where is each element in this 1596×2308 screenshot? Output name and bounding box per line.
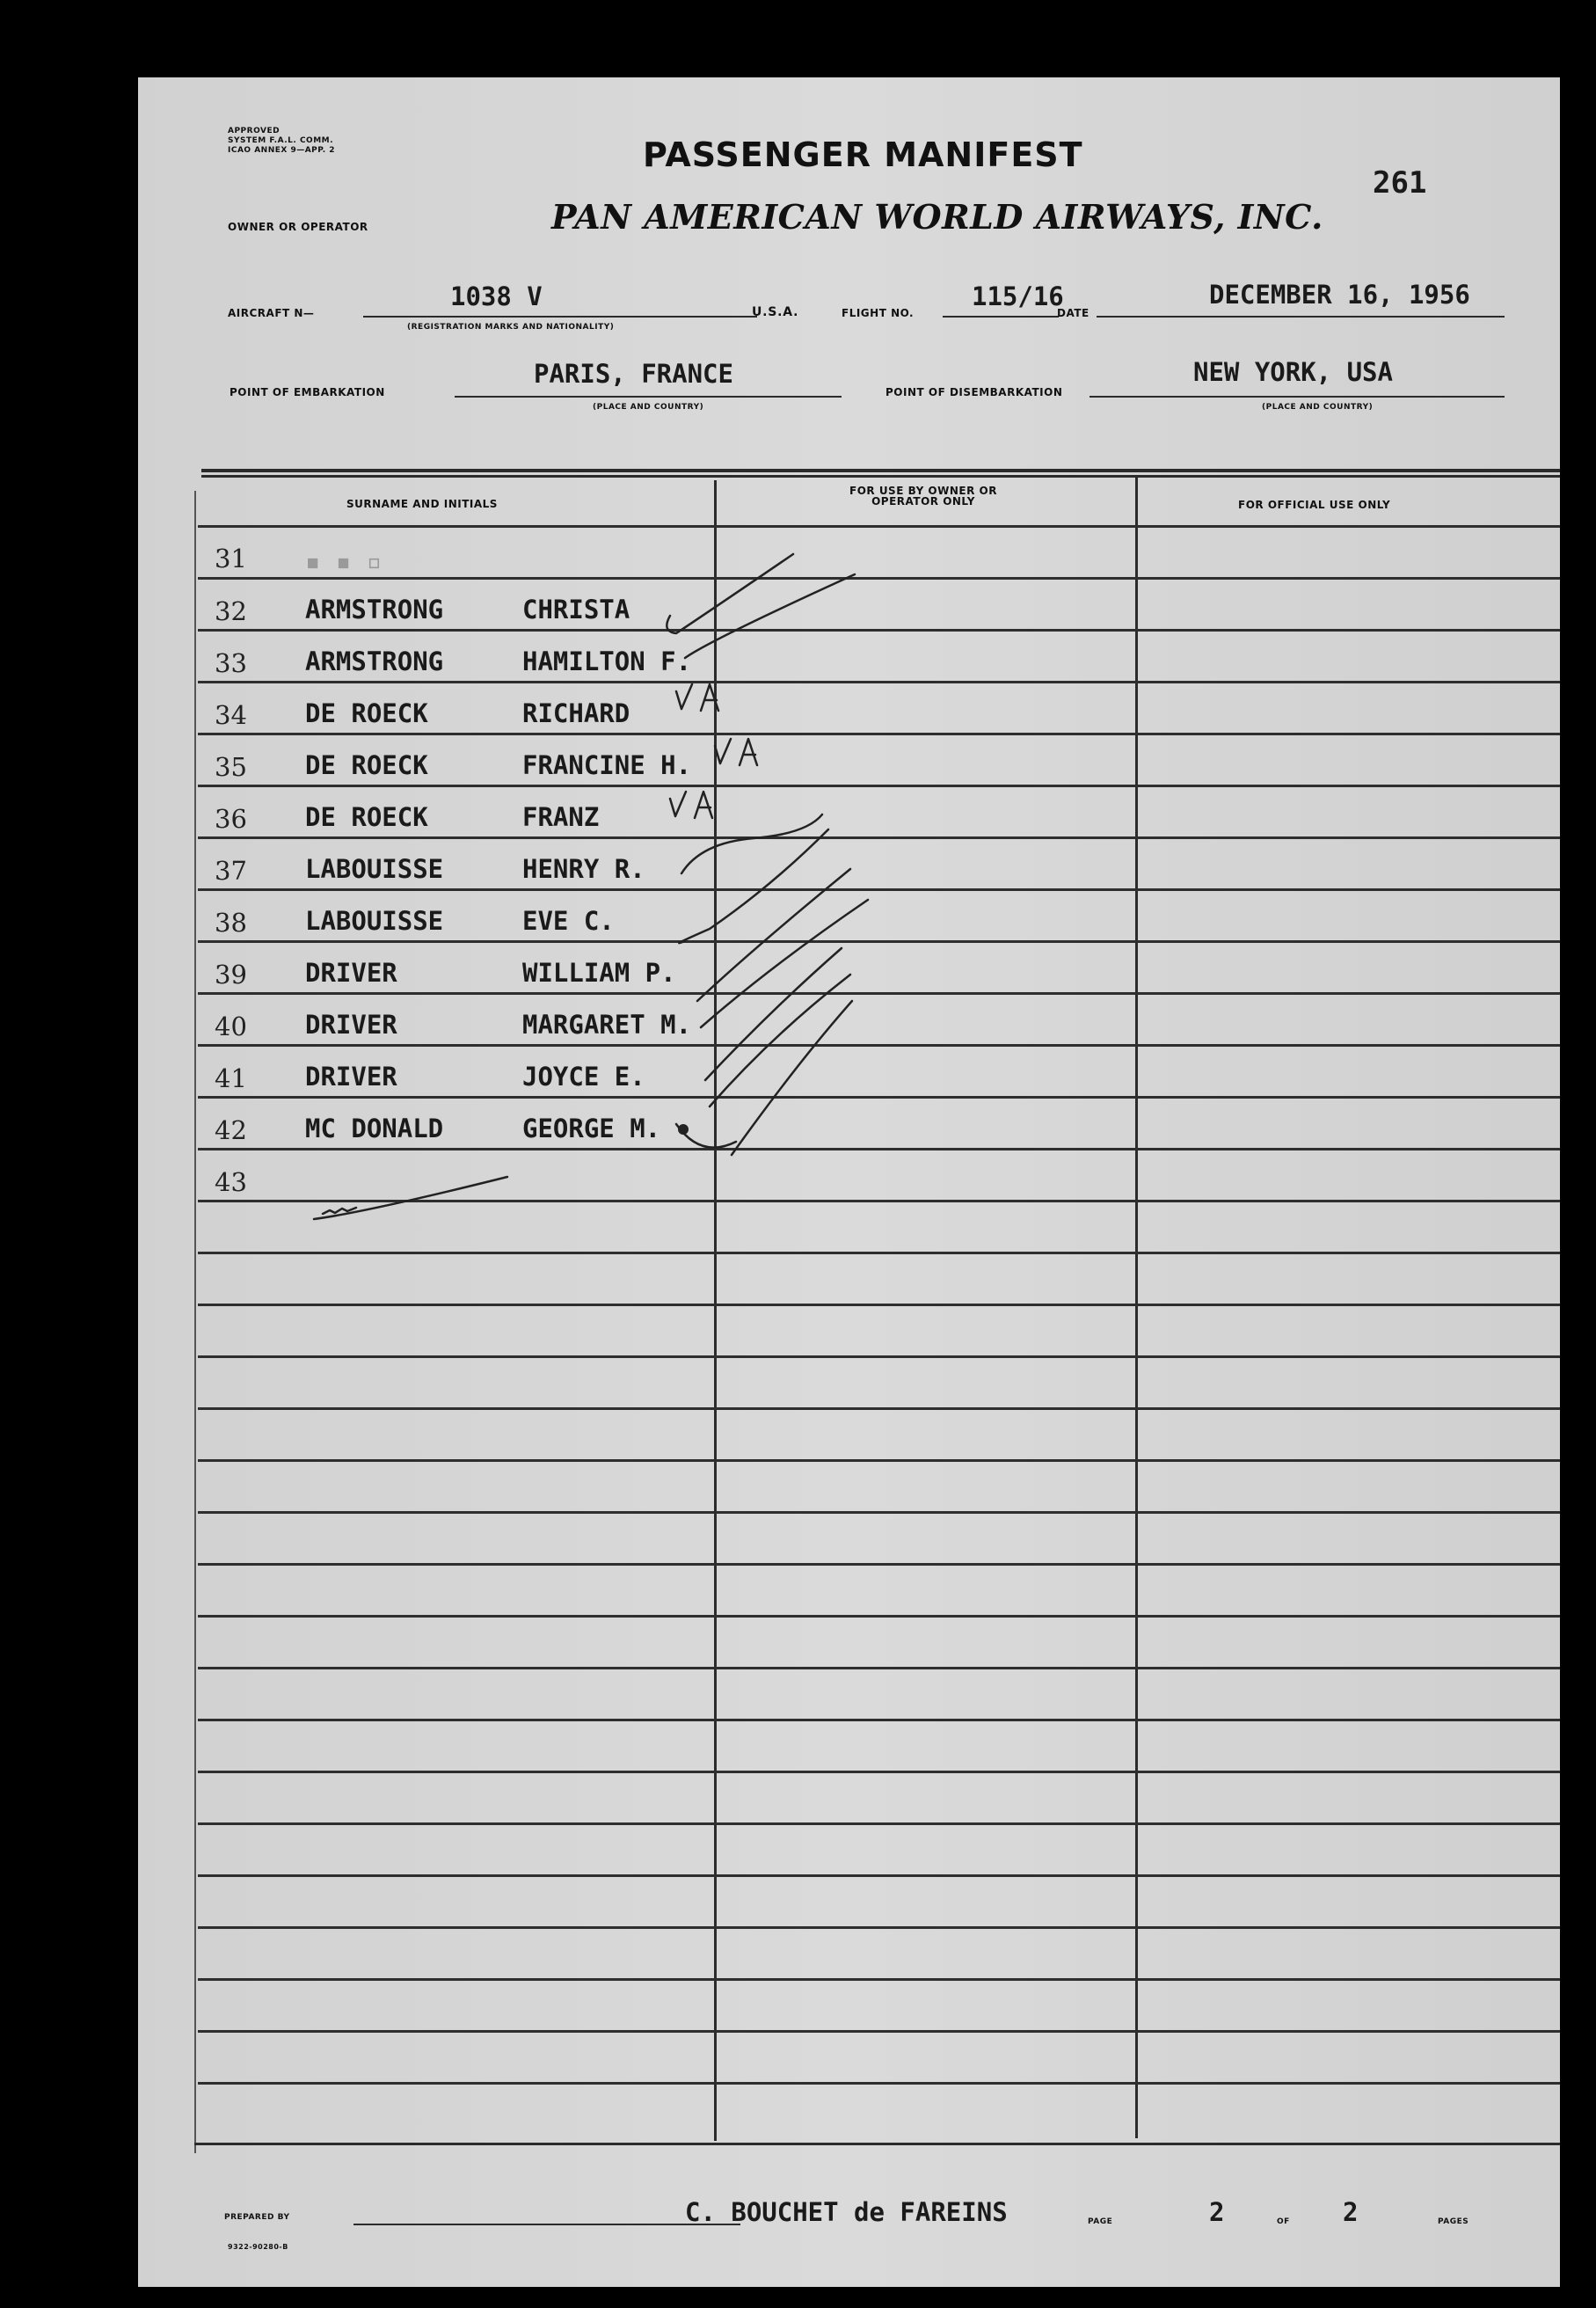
table-bottom-rule bbox=[194, 2143, 1560, 2145]
row-rule bbox=[198, 2030, 1560, 2033]
page-label: PAGE bbox=[1088, 2217, 1113, 2226]
aircraft-caption: (REGISTRATION MARKS AND NATIONALITY) bbox=[407, 323, 615, 332]
given-name: JOYCE E. bbox=[522, 1062, 645, 1092]
surname: DE ROECK bbox=[305, 802, 428, 832]
row-number: 35 bbox=[215, 752, 247, 782]
of-value: 2 bbox=[1343, 2197, 1359, 2227]
disembark-label: POINT OF DISEMBARKATION bbox=[885, 386, 1063, 398]
flight-value: 115/16 bbox=[972, 281, 1064, 311]
row-number: 31 bbox=[215, 544, 247, 573]
row-number: 38 bbox=[215, 908, 247, 938]
va-mark bbox=[715, 739, 757, 765]
row-number: 41 bbox=[215, 1063, 247, 1093]
owner-label: OWNER OR OPERATOR bbox=[228, 221, 368, 233]
row-rule bbox=[198, 1407, 1560, 1410]
form-code: 9322-90280-B bbox=[228, 2243, 288, 2251]
surname: LABOUISSE bbox=[305, 906, 444, 936]
owner-value: PAN AMERICAN WORLD AIRWAYS, INC. bbox=[551, 197, 1323, 237]
row-number: 36 bbox=[215, 804, 247, 834]
surname: ARMSTRONG bbox=[305, 646, 444, 676]
ink-blot bbox=[678, 1124, 689, 1135]
given-name: FRANCINE H. bbox=[522, 750, 692, 780]
row-number: 39 bbox=[215, 960, 247, 990]
check-mark bbox=[685, 574, 855, 658]
page-value: 2 bbox=[1209, 2197, 1225, 2227]
given-name: HAMILTON F. bbox=[522, 646, 692, 676]
aircraft-label: AIRCRAFT N— bbox=[228, 307, 315, 319]
surname: DRIVER bbox=[305, 1062, 397, 1092]
row-number: 42 bbox=[215, 1115, 247, 1145]
approval-line-2: SYSTEM F.A.L. COMM. bbox=[228, 136, 334, 145]
va-mark bbox=[670, 792, 712, 818]
approval-line-1: APPROVED bbox=[228, 127, 281, 135]
row-rule bbox=[198, 1615, 1560, 1618]
given-name: EVE C. bbox=[522, 906, 615, 936]
check-mark bbox=[681, 814, 822, 873]
column-header-official-use: FOR OFFICIAL USE ONLY bbox=[1238, 499, 1391, 511]
surname: ARMSTRONG bbox=[305, 595, 444, 624]
given-name: WILLIAM P. bbox=[522, 958, 676, 988]
row-number: 43 bbox=[215, 1167, 247, 1197]
embark-value: PARIS, FRANCE bbox=[534, 359, 733, 389]
row-rule bbox=[198, 1355, 1560, 1358]
given-name: GEORGE M. bbox=[522, 1114, 661, 1143]
manifest-sheet bbox=[138, 77, 1560, 2287]
date-label: DATE bbox=[1057, 307, 1090, 319]
embark-caption: (PLACE AND COUNTRY) bbox=[593, 403, 704, 412]
row-number: 32 bbox=[215, 596, 247, 626]
page-stamp-number: 261 bbox=[1373, 165, 1427, 201]
row-rule bbox=[198, 1822, 1560, 1825]
form-title: PASSENGER MANIFEST bbox=[643, 135, 1083, 174]
surname: DRIVER bbox=[305, 1010, 397, 1040]
disembark-value: NEW YORK, USA bbox=[1193, 357, 1393, 387]
va-mark bbox=[676, 684, 718, 711]
row-number: 37 bbox=[215, 856, 247, 886]
smudged-entry: ▪ ▪ ▫ bbox=[305, 546, 383, 576]
aircraft-value: 1038 V bbox=[450, 281, 543, 311]
struck-entry-43 bbox=[314, 1177, 507, 1219]
given-name: CHRISTA bbox=[522, 595, 630, 624]
surname: DE ROECK bbox=[305, 750, 428, 780]
surname: MC DONALD bbox=[305, 1114, 444, 1143]
column-header-name: SURNAME AND INITIALS bbox=[346, 498, 498, 510]
check-mark bbox=[667, 554, 793, 633]
row-rule bbox=[198, 1511, 1560, 1514]
date-value: DECEMBER 16, 1956 bbox=[1209, 280, 1470, 310]
row-rule bbox=[198, 1771, 1560, 1773]
check-mark bbox=[701, 900, 868, 1027]
row-number: 34 bbox=[215, 700, 247, 730]
check-mark bbox=[697, 869, 850, 1001]
check-mark bbox=[710, 975, 850, 1107]
pages-label: PAGES bbox=[1438, 2217, 1469, 2226]
prepared-underline bbox=[353, 2224, 740, 2225]
usa-label: U.S.A. bbox=[752, 305, 799, 319]
owner-use-text: FOR USE BY OWNER OR OPERATOR ONLY bbox=[849, 485, 997, 508]
of-label: OF bbox=[1277, 2217, 1290, 2226]
disembark-caption: (PLACE AND COUNTRY) bbox=[1262, 403, 1374, 412]
row-rule bbox=[198, 1459, 1560, 1462]
row-rule bbox=[198, 1978, 1560, 1981]
row-rule bbox=[198, 2082, 1560, 2085]
row-rule bbox=[198, 1719, 1560, 1721]
row-rule bbox=[198, 1667, 1560, 1669]
row-rule bbox=[198, 1926, 1560, 1929]
prepared-value: C. BOUCHET de FAREINS bbox=[685, 2197, 1008, 2227]
embark-label: POINT OF EMBARKATION bbox=[230, 386, 385, 398]
check-mark bbox=[679, 829, 828, 943]
surname: DE ROECK bbox=[305, 698, 428, 728]
surname: DRIVER bbox=[305, 958, 397, 988]
given-name: HENRY R. bbox=[522, 854, 645, 884]
given-name: RICHARD bbox=[522, 698, 630, 728]
given-name: MARGARET M. bbox=[522, 1010, 692, 1040]
prepared-label: PREPARED BY bbox=[224, 2213, 290, 2222]
row-rule bbox=[198, 1874, 1560, 1877]
approval-line-3: ICAO ANNEX 9—APP. 2 bbox=[228, 146, 336, 155]
handwritten-checkmarks bbox=[138, 77, 1560, 1309]
given-name: FRANZ bbox=[522, 802, 600, 832]
flight-label: FLIGHT NO. bbox=[842, 307, 915, 319]
row-number: 33 bbox=[215, 648, 247, 678]
row-number: 40 bbox=[215, 1012, 247, 1041]
surname: LABOUISSE bbox=[305, 854, 444, 884]
row-rule bbox=[198, 1563, 1560, 1566]
